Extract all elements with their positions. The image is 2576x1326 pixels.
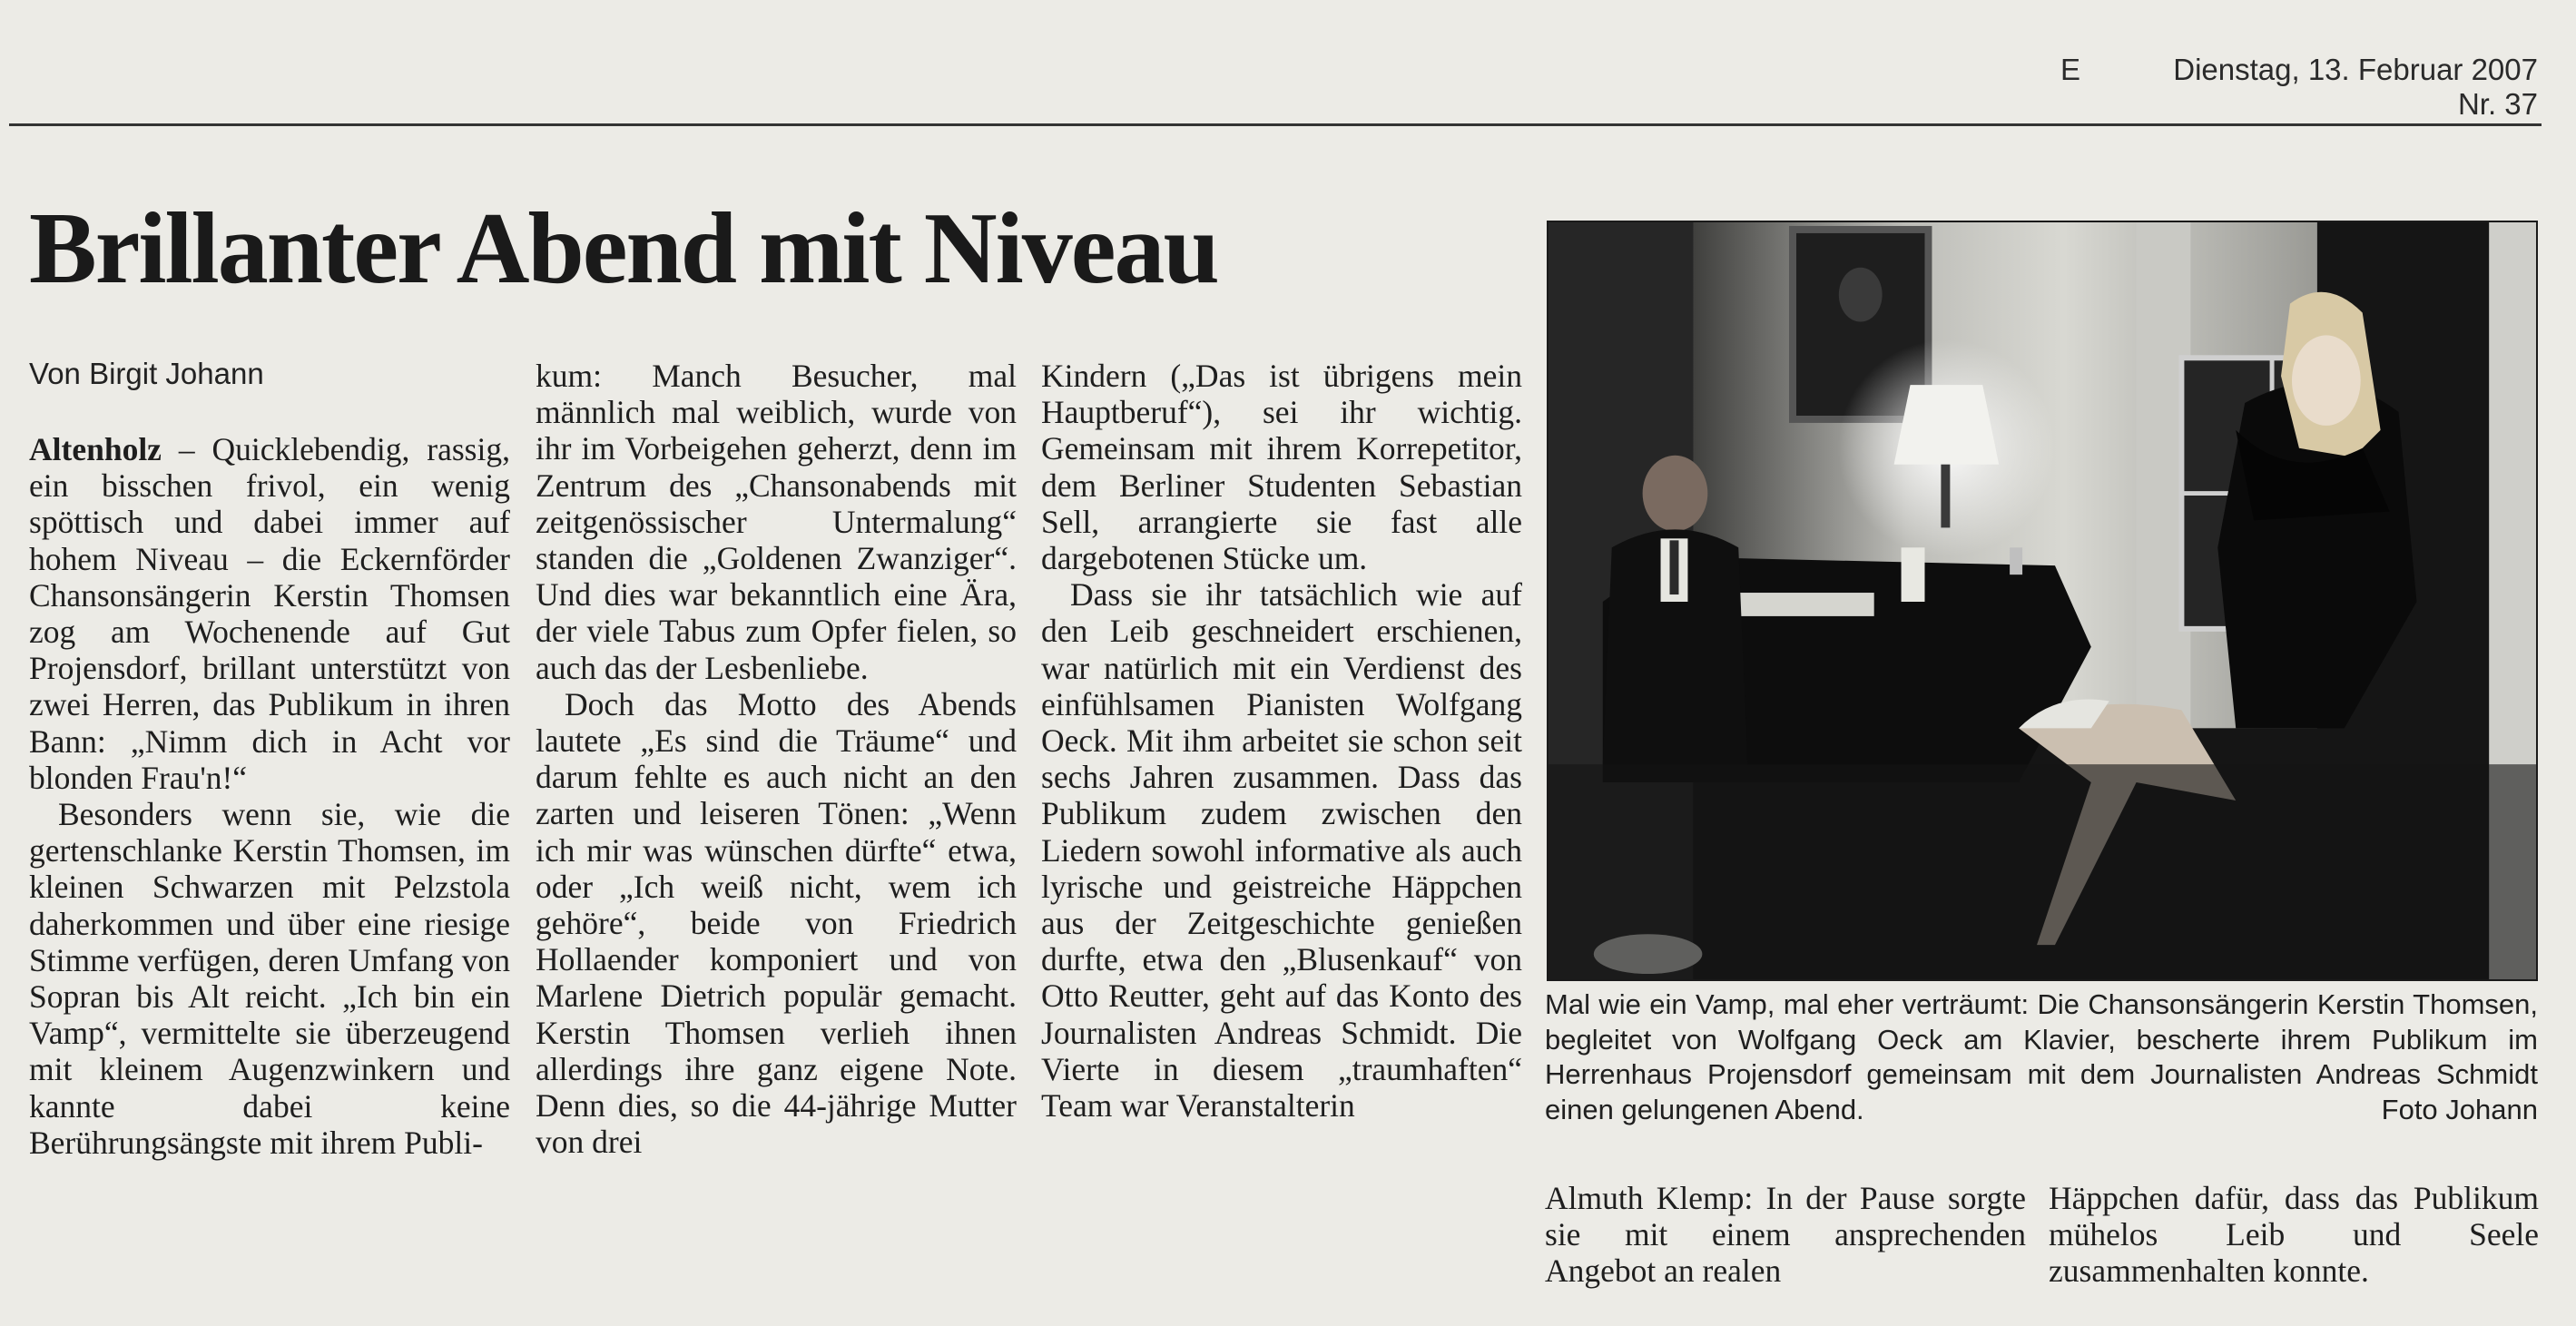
masthead: [0, 0, 2576, 133]
photo-illustration: [1549, 222, 2536, 979]
photo-credit: Foto Johann: [2381, 1093, 2538, 1125]
byline: Von Birgit Johann: [29, 357, 264, 390]
paragraph: Dass sie ihr tatsächlich wie auf den Leib geschneidert erschienen, war natürlich mit ein Verdienst des einfühlsamen Pianisten Wolfgang Oeck. Mit ihm arbeitet sie schon seit sechs Jahren zusammen. Dass das Publikum zudem zwischen den Liedern sowohl informative als auch lyrische und geistreiche Häppchen aus der Zeitgeschichte genießen durfte, etwa den „Blusenkauf“ von Otto Reutter, geht auf das Konto des Journalisten Andreas Schmidt. Die Vierte in diesem „traumhaften“ Team war Veranstalterin: [1041, 576, 1522, 1125]
article-column-3: [1041, 358, 1522, 1124]
article-column-2: [536, 358, 1017, 1160]
paragraph: Kindern („Das ist übrigens mein Hauptberuf“), sei ihr wichtig. Gemeinsam mit ihrem Korrepetitor, dem Berliner Studenten Sebastian Sell, arrangierte sie fast alle dargebotenen Stücke um.: [1041, 358, 1522, 577]
issue-number: Nr. 37: [2457, 87, 2538, 121]
dateline-place: Altenholz: [29, 431, 162, 467]
paragraph: Almuth Klemp: In der Pause sorgte sie mit einem ansprechenden Angebot an realen: [1545, 1180, 2026, 1290]
paragraph: Häppchen dafür, dass das Publikum mühelos Leib und Seele zusammenhalten konnte.: [2049, 1180, 2539, 1290]
paragraph: kum: Manch Besucher, mal männlich mal weiblich, wurde von ihr im Vorbeigehen geherzt, denn im Zentrum des „Chansonabends mit zeitgenössischer Untermalung“ standen die „Goldenen Zwanziger“. Und dies war bekanntlich eine Ära, der viele Tabus zum Opfer fielen, so auch das der Lesbenliebe.: [536, 358, 1017, 686]
article-column-5: [2049, 1180, 2539, 1290]
issue-date: Dienstag, 13. Februar 2007: [2173, 53, 2538, 86]
paragraph: Besonders wenn sie, wie die gertenschlanke Kerstin Thomsen, im kleinen Schwarzen mit Pelzstola daherkommen und über eine riesige Stimme verfügen, deren Umfang von Sopran bis Alt reicht. „Ich bin ein Vamp“, vermittelte sie überzeugend mit kleinem Augenzwinkern und kannte dabei keine Berührungsängste mit ihrem Publi-: [29, 796, 510, 1161]
article-column-1: [29, 431, 510, 1161]
article-photo: [1547, 221, 2538, 981]
photo-caption: Mal wie ein Vamp, mal eher verträumt: Die Chansonsängerin Kerstin Thomsen, begleitet von Wolfgang Oeck am Klavier, bescherte ihrem Publikum im Herrenhaus Projensdorf gemeinsam mit dem Journalisten Andreas Schmidt einen gelungenen Abend. Foto Johann: [1545, 987, 2538, 1127]
edition-letter: E: [2060, 53, 2081, 86]
article-column-4: [1545, 1180, 2026, 1290]
article-headline: Brillanter Abend mit Niveau: [29, 192, 1218, 305]
paragraph: Doch das Motto des Abends lautete „Es sind die Träume“ und darum fehlte es auch nicht an den zarten und leiseren Tönen: „Wenn ich mir was wünschen dürfte“ etwa, oder „Ich weiß nicht, wem ich gehöre“, beide von Friedrich Hollaender komponiert und von Marlene Dietrich populär gemacht. Kerstin Thomsen verlieh ihnen allerdings ihre ganz eigene Note. Denn dies, so die 44-jährige Mutter von drei: [536, 685, 1017, 1161]
header-rule: [9, 123, 2542, 126]
paragraph: Altenholz – Quicklebendig, rassig, ein bisschen frivol, ein wenig spöttisch und dabei immer auf hohem Niveau – die Eckernförder Chansonsängerin Kerstin Thomsen zog am Wochenende auf Gut Projensdorf, brillant unterstützt von zwei Herren, das Publikum in ihren Bann: „Nimm dich in Acht vor blonden Frau'n!“: [29, 431, 510, 796]
